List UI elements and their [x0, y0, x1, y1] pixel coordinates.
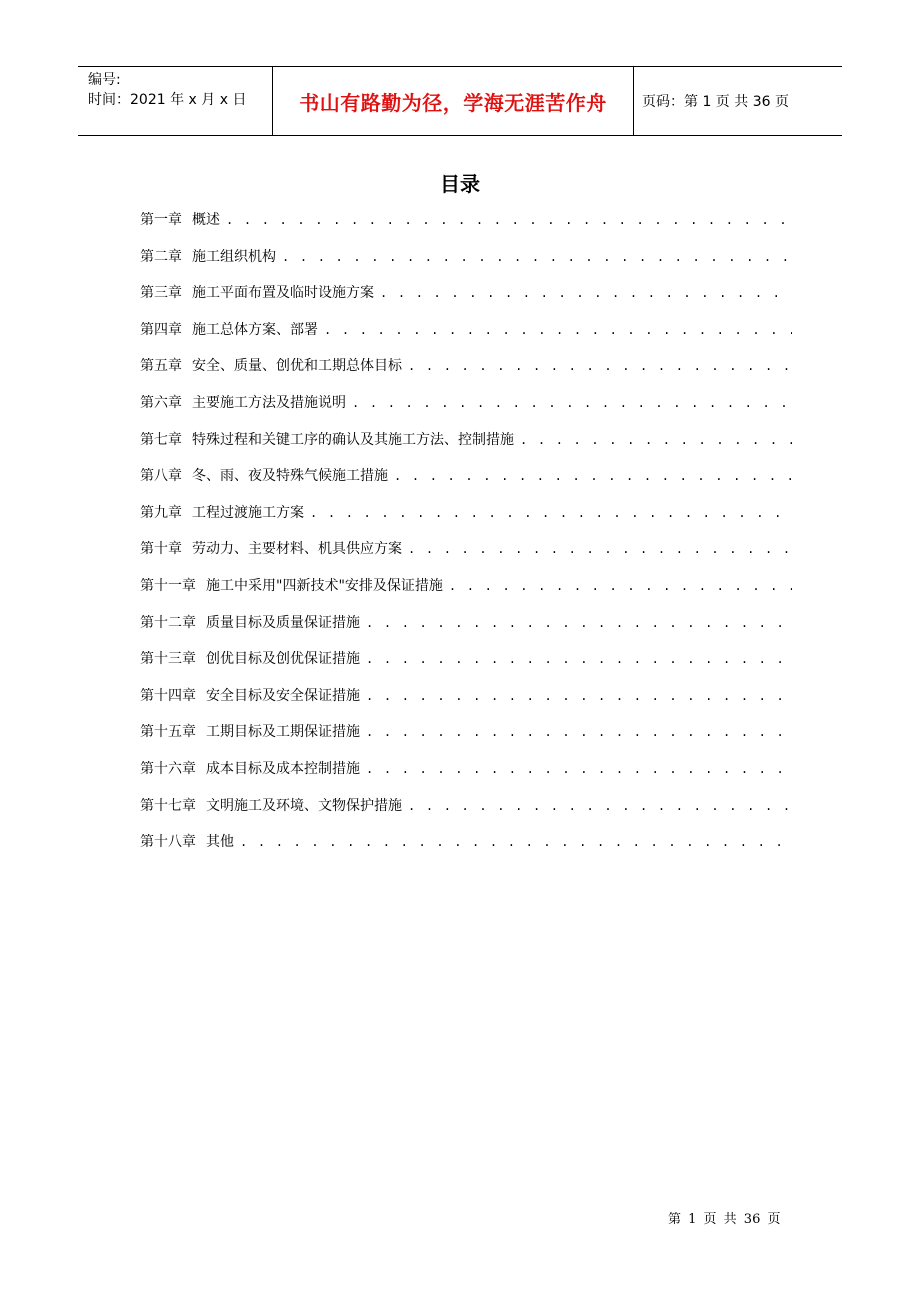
toc-chapter-title: 主要施工方法及措施说明 [192, 394, 346, 411]
toc-chapter-title: 文明施工及环境、文物保护措施 [206, 797, 402, 814]
toc-dot-leader [366, 616, 792, 630]
toc-entry[interactable] [140, 685, 792, 722]
page-header [78, 66, 842, 136]
toc-chapter-number: 第九章 [140, 504, 182, 521]
toc-chapter-title: 施工组织机构 [192, 248, 276, 265]
toc-dot-leader [226, 213, 792, 227]
toc-chapter-number: 第十六章 [140, 760, 196, 777]
toc-entry[interactable] [140, 502, 792, 539]
toc-chapter-title: 特殊过程和关键工序的确认及其施工方法、控制措施 [192, 431, 514, 448]
toc-dot-leader [282, 250, 792, 264]
toc-dot-leader [394, 469, 792, 483]
toc-chapter-number: 第七章 [140, 431, 182, 448]
toc-chapter-title: 概述 [192, 212, 220, 228]
toc-entry[interactable] [140, 758, 792, 795]
toc-chapter-title: 质量目标及质量保证措施 [206, 614, 360, 631]
toc-entry[interactable] [140, 612, 792, 649]
toc-entry[interactable] [140, 538, 792, 575]
document-number-label: 编号: [88, 72, 121, 88]
toc-chapter-number: 第五章 [140, 358, 182, 375]
toc-dot-leader [408, 542, 792, 556]
toc-chapter-number: 第十章 [140, 541, 182, 558]
toc-entry[interactable] [140, 246, 792, 283]
toc-dot-leader [324, 323, 792, 337]
toc-chapter-number: 第八章 [140, 468, 182, 485]
toc-entry[interactable] [140, 721, 792, 758]
toc-chapter-title: 冬、雨、夜及特殊气候施工措施 [192, 468, 388, 485]
toc-entry[interactable] [140, 282, 792, 319]
toc-dot-leader [380, 286, 792, 300]
toc-chapter-title: 工程过渡施工方案 [192, 504, 304, 521]
toc-dot-leader [408, 799, 792, 813]
toc-dot-leader [366, 652, 792, 666]
toc-chapter-number: 第三章 [140, 285, 182, 302]
toc-chapter-title: 施工平面布置及临时设施方案 [192, 285, 374, 302]
toc-chapter-number: 第十三章 [140, 651, 196, 668]
toc-entry[interactable] [140, 831, 792, 868]
toc-chapter-number: 第一章 [140, 212, 182, 228]
toc-entry[interactable] [140, 429, 792, 466]
toc-dot-leader [366, 725, 792, 739]
toc-dot-leader [310, 506, 792, 520]
header-motto: 书山有路勤为径，学海无涯苦作舟 [299, 90, 607, 115]
toc-entry[interactable] [140, 392, 792, 429]
toc-chapter-title: 成本目标及成本控制措施 [206, 760, 360, 777]
toc-entry[interactable] [140, 648, 792, 685]
toc-dot-leader [366, 689, 792, 703]
toc-chapter-title: 工期目标及工期保证措施 [206, 724, 360, 741]
header-page-cell [634, 67, 842, 135]
header-meta-cell [78, 67, 273, 135]
toc-dot-leader [408, 359, 792, 373]
toc-chapter-number: 第十四章 [140, 687, 196, 704]
document-date: 时间：2021 年 x 月 x 日 [88, 92, 247, 108]
toc-entry[interactable] [140, 795, 792, 832]
toc-entry[interactable] [140, 319, 792, 356]
toc-entry[interactable] [140, 465, 792, 502]
toc-chapter-number: 第十二章 [140, 614, 196, 631]
header-motto-cell [273, 67, 634, 135]
toc-chapter-title: 其他 [206, 834, 234, 851]
toc-chapter-number: 第十五章 [140, 724, 196, 741]
toc-chapter-title: 创优目标及创优保证措施 [206, 651, 360, 668]
toc-chapter-title: 劳动力、主要材料、机具供应方案 [192, 541, 402, 558]
toc-entry[interactable] [140, 575, 792, 612]
toc-entry[interactable] [140, 355, 792, 392]
page-title: 目录 [440, 172, 480, 196]
header-page-info: 页码：第 1 页 共 36 页 [642, 94, 789, 110]
toc-chapter-title: 安全目标及安全保证措施 [206, 687, 360, 704]
toc-chapter-number: 第二章 [140, 248, 182, 265]
toc-dot-leader [520, 433, 792, 447]
toc-entry[interactable] [140, 209, 792, 246]
page-footer: 第 1 页 共 36 页 [668, 1212, 781, 1227]
toc-chapter-title: 施工总体方案、部署 [192, 321, 318, 338]
toc-chapter-number: 第十七章 [140, 797, 196, 814]
toc-chapter-number: 第十八章 [140, 834, 196, 851]
toc-chapter-title: 安全、质量、创优和工期总体目标 [192, 358, 402, 375]
toc-dot-leader [240, 835, 792, 849]
toc-dot-leader [366, 762, 792, 776]
table-of-contents [140, 209, 792, 868]
toc-dot-leader [449, 579, 792, 593]
toc-chapter-number: 第十一章 [140, 577, 196, 594]
toc-chapter-number: 第四章 [140, 321, 182, 338]
toc-dot-leader [352, 396, 792, 410]
toc-chapter-title: 施工中采用"四新技术"安排及保证措施 [206, 577, 443, 594]
toc-chapter-number: 第六章 [140, 394, 182, 411]
